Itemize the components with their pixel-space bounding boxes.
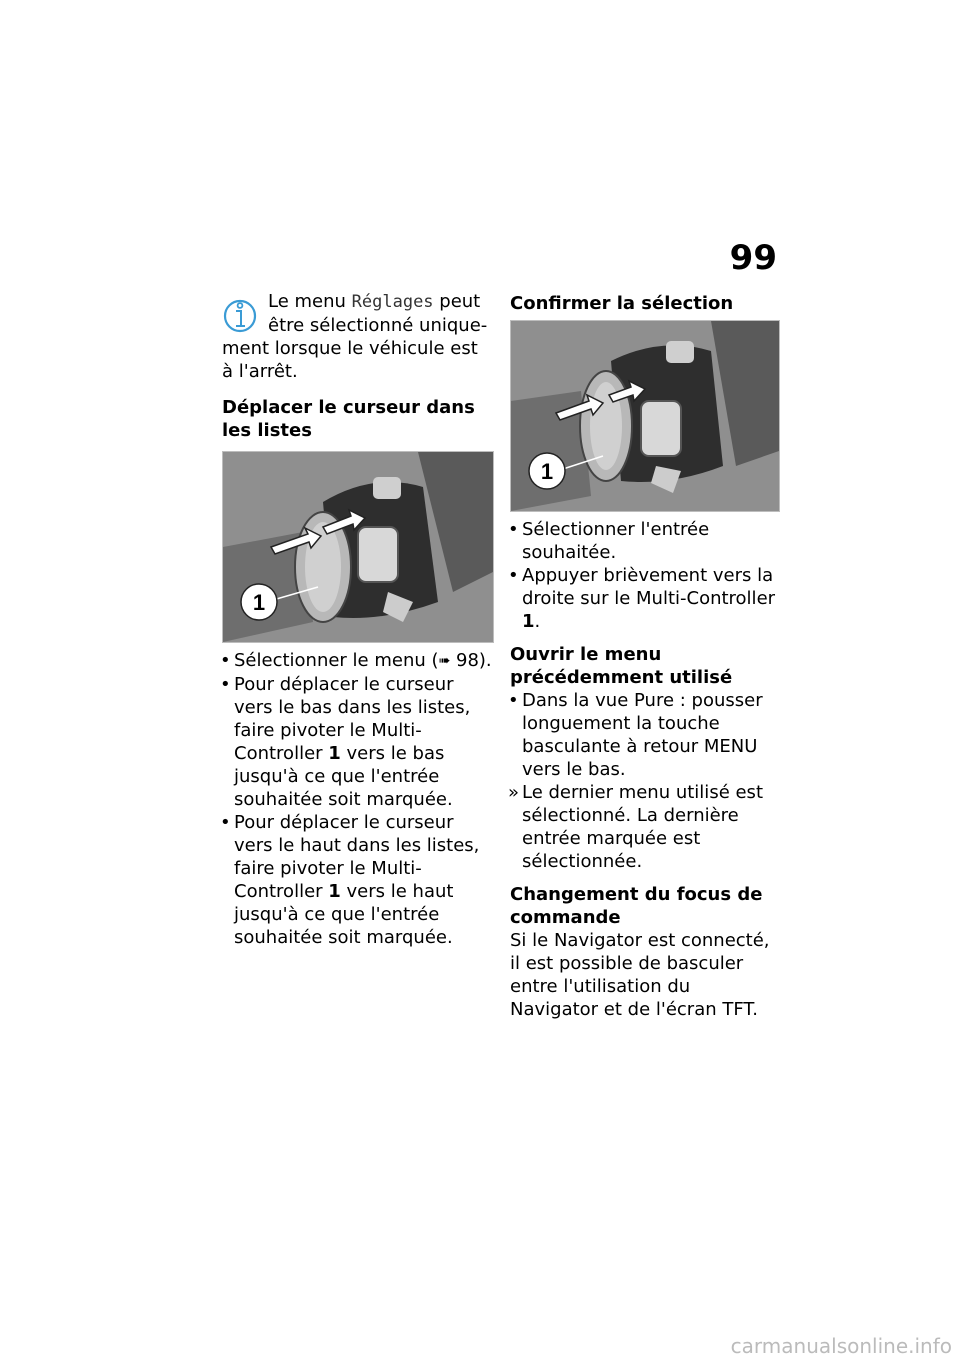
page-number: 99 bbox=[729, 238, 777, 278]
menu-name-mono: Réglages bbox=[351, 292, 434, 312]
handlebar-illustration bbox=[511, 321, 779, 511]
callout-1: 1 bbox=[540, 459, 554, 484]
list-item: • Dans la vue Pure : pousser longuement la touche basculante à retour MENU vers le bas. bbox=[508, 690, 763, 780]
note-line-1: Le menu Réglages peut bbox=[268, 291, 481, 312]
figure-multicontroller-rotate bbox=[222, 451, 494, 643]
watermark: carmanualsonline.info bbox=[730, 1334, 952, 1358]
section-heading-previous-menu: Ouvrir le menu précédemment utilisé bbox=[510, 644, 733, 688]
ref-number: 1 bbox=[522, 611, 535, 632]
ref-number: 1 bbox=[328, 743, 341, 764]
bullet-list-previous-menu bbox=[510, 689, 782, 873]
handlebar-illustration bbox=[223, 452, 493, 642]
list-item: • Sélectionner le menu (➠ 98). bbox=[220, 650, 492, 671]
list-item: • Sélectionner l'entrée souhaitée. bbox=[508, 519, 710, 563]
list-item: • Pour déplacer le curseur vers le bas dans les listes, faire pivoter le Multi-Controller 1 vers le bas jusqu'à ce que l'entrée souhaitée soit marquée. bbox=[220, 674, 471, 810]
callout-1: 1 bbox=[252, 590, 266, 615]
page-ref-arrow-icon: ➠ bbox=[438, 653, 451, 669]
note-line-2: être sélectionné unique- bbox=[268, 315, 488, 336]
list-item: • Appuyer brièvement vers la droite sur le Multi-Controller 1. bbox=[508, 565, 776, 632]
section-heading-focus: Changement du focus de commande bbox=[510, 884, 763, 928]
focus-paragraph: Si le Navigator est connecté, il est possible de basculer entre l'utilisation du Navigator et de l'écran TFT. bbox=[510, 930, 770, 1020]
left-column bbox=[222, 290, 494, 949]
bullet-list-confirm bbox=[510, 518, 782, 633]
info-icon bbox=[222, 292, 258, 334]
section-heading-confirm: Confirmer la sélection bbox=[510, 293, 734, 314]
section-heading-move-cursor: Déplacer le curseur dans les listes bbox=[222, 397, 475, 441]
figure-multicontroller-push bbox=[510, 320, 780, 512]
bullet-list-move-cursor bbox=[222, 649, 494, 949]
list-item: • Pour déplacer le curseur vers le haut dans les listes, faire pivoter le Multi-Controller 1 vers le haut jusqu'à ce que l'entrée souhaitée soit marquée. bbox=[220, 812, 480, 948]
info-note bbox=[222, 290, 494, 383]
list-item: » Le dernier menu utilisé est sélectionné. La dernière entrée marquée est sélectionnée. bbox=[508, 782, 763, 872]
right-column bbox=[510, 290, 782, 1021]
ref-number: 1 bbox=[328, 881, 341, 902]
note-rest: ment lorsque le véhicule est à l'arrêt. bbox=[222, 338, 478, 382]
